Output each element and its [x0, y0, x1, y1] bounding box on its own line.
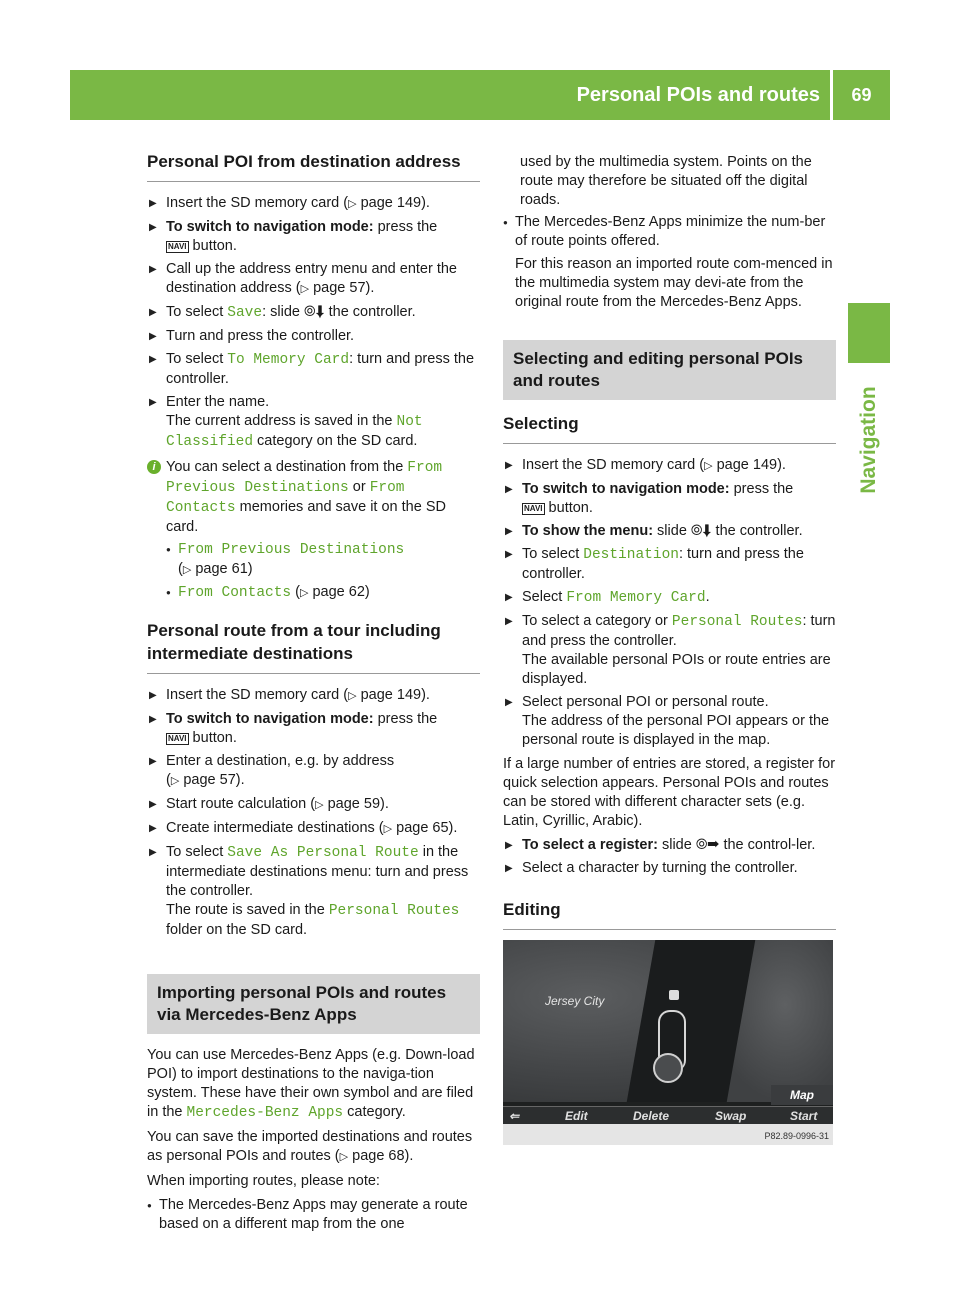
map-poi-icon: [669, 990, 679, 1000]
step: ▶ Create intermediate destinations (▷ page 65).: [147, 819, 480, 839]
page-ref-icon: ▷: [299, 587, 309, 599]
page-ref-icon: ▷: [170, 775, 180, 787]
chapter-label-text: Navigation: [857, 386, 880, 494]
step: ▶ To select Save: slide ⦾⬇ the controller.: [147, 303, 480, 323]
menu-edit[interactable]: Edit: [565, 1109, 588, 1123]
info-note: i You can select a destination from the From Previous Destinations or From Contacts memories and save it on the SD card. ● From Previous Destinations (▷ page 61) ● From Contacts (▷ page 62): [147, 458, 480, 603]
paragraph: When importing routes, please note:: [147, 1173, 380, 1189]
section-title-importing: Importing personal POIs and routes via Mercedes-Benz Apps: [147, 974, 480, 1034]
section-title-editing: Editing: [503, 898, 836, 930]
step: ▶ To switch to navigation mode: press the NAVI button.: [147, 710, 480, 748]
step: ▶ To select To Memory Card: turn and press the controller.: [147, 350, 480, 389]
step: ▶ Turn and press the controller.: [147, 327, 480, 346]
map-button[interactable]: Map: [771, 1085, 833, 1105]
paragraph: For this reason an imported route com-menced in the multimedia system may devi-ate from the original route from the Mercedes-Benz Apps.: [515, 256, 833, 310]
step: ▶ Select personal POI or personal route. The address of the personal POI appears or the personal route is displayed in the map.: [503, 693, 836, 750]
step: ▶ Insert the SD memory card (▷ page 149).: [503, 456, 836, 476]
page-ref-icon: ▷: [704, 460, 713, 472]
step: ▶ Insert the SD memory card (▷ page 149).: [147, 194, 480, 214]
step: ▶ To switch to navigation mode: press the NAVI button.: [503, 480, 836, 518]
section-title-selecting: Selecting: [503, 412, 836, 444]
step: ▶ To select a category or Personal Routes: turn and press the controller. The available personal POIs or route entries are displayed.: [503, 612, 836, 689]
section-title-selecting-editing: Selecting and editing personal POIs and routes: [503, 340, 836, 400]
step: ▶ Start route calculation (▷ page 59).: [147, 795, 480, 815]
controller-slide-down-icon: ⦾⬇: [690, 523, 712, 539]
menu-delete[interactable]: Delete: [633, 1109, 670, 1123]
paragraph: If a large number of entries are stored, a register for quick selection appears. Personal POIs and routes can be stored with different character sets (e.g. Latin, Cyrillic, Arabic).: [503, 756, 836, 829]
menu-swap[interactable]: Swap: [715, 1109, 747, 1123]
paragraph: You can save the imported destinations and routes as personal POIs and routes (▷ page 68).: [147, 1129, 473, 1164]
step: ▶ Call up the address entry menu and enter the destination address (▷ page 57).: [147, 260, 480, 299]
step: ▶ To select Destination: turn and press the controller.: [503, 545, 836, 584]
page-ref-icon: ▷: [300, 283, 310, 295]
step: ▶ Insert the SD memory card (▷ page 149).: [147, 686, 480, 706]
section-title-route-from-tour: Personal route from a tour including intermediate destinations: [147, 619, 480, 674]
continued-text: used by the multimedia system. Points on the route may therefore be situated off the digital roads.: [520, 154, 812, 208]
step: ▶ To select a register: slide ⦾➡ the control-ler.: [503, 836, 836, 855]
page-ref-icon: ▷: [383, 823, 393, 835]
page-ref-icon: ▷: [348, 198, 357, 210]
step: ▶ To select Save As Personal Route in the intermediate destinations menu: turn and press the controller. The route is saved in the Personal Routes folder on the SD card.: [147, 843, 480, 940]
right-column: [503, 153, 836, 1145]
list-item: ● The Mercedes-Benz Apps may generate a route based on a different map from the one: [147, 1196, 480, 1234]
vehicle-position-icon: [653, 1053, 683, 1083]
back-icon[interactable]: ⇐: [509, 1109, 520, 1123]
paragraph: You can use Mercedes-Benz Apps (e.g. Down-load POI) to import destinations to the naviga-tion system. These have their own symbol and are filed in the Mercedes-Benz Apps category.: [147, 1047, 475, 1121]
map-area: [503, 940, 833, 1102]
page-ref-icon: ▷: [182, 564, 192, 576]
step: ▶ Enter the name. The current address is saved in the Not Classified category on the SD card.: [147, 393, 480, 452]
map-menu-bar: [503, 1106, 833, 1125]
figure-caption-strip: [503, 1124, 833, 1145]
step: ▶ To switch to navigation mode: press the NAVI button.: [147, 218, 480, 256]
page-ref-icon: ▷: [348, 690, 357, 702]
page-number: 69: [833, 70, 890, 120]
list-item: ● From Previous Destinations (▷ page 61): [166, 540, 480, 580]
list-item: ● The Mercedes-Benz Apps minimize the num-ber of route points offered. For this reason an imported route com-menced in the multimedia system may devi-ate from the original route from the Mercedes-Benz Apps.: [503, 213, 836, 312]
chapter-tab-marker: [848, 303, 890, 363]
navi-button-icon: NAVI: [524, 504, 543, 513]
figure-code: P82.89-0996-31: [764, 1131, 829, 1141]
list-item: ● From Contacts (▷ page 62): [166, 583, 480, 603]
step: ▶ Select From Memory Card.: [503, 588, 836, 608]
step: ▶ To show the menu: slide ⦾⬇ the controller.: [503, 522, 836, 541]
step: ▶ Select a character by turning the controller.: [503, 859, 836, 878]
section-title-poi-from-destination: Personal POI from destination address: [147, 150, 480, 182]
left-column: [147, 150, 480, 1237]
navi-button-icon: NAVI: [168, 734, 187, 743]
controller-slide-right-icon: ⦾➡: [695, 837, 720, 853]
chapter-side-label: [848, 375, 890, 505]
page-header-title: Personal POIs and routes: [576, 84, 820, 106]
page-header-bar: [70, 70, 830, 120]
navigation-map-screenshot: [503, 940, 833, 1145]
info-icon: i: [147, 460, 161, 474]
menu-start[interactable]: Start: [790, 1109, 818, 1123]
step: ▶ Enter a destination, e.g. by address (▷ page 57).: [147, 752, 480, 791]
page-ref-icon: ▷: [339, 1151, 349, 1163]
navi-button-icon: NAVI: [168, 242, 187, 251]
page-ref-icon: ▷: [315, 799, 324, 811]
controller-slide-down-icon: ⦾⬇: [303, 304, 325, 320]
map-city-label: Jersey City: [545, 994, 605, 1008]
